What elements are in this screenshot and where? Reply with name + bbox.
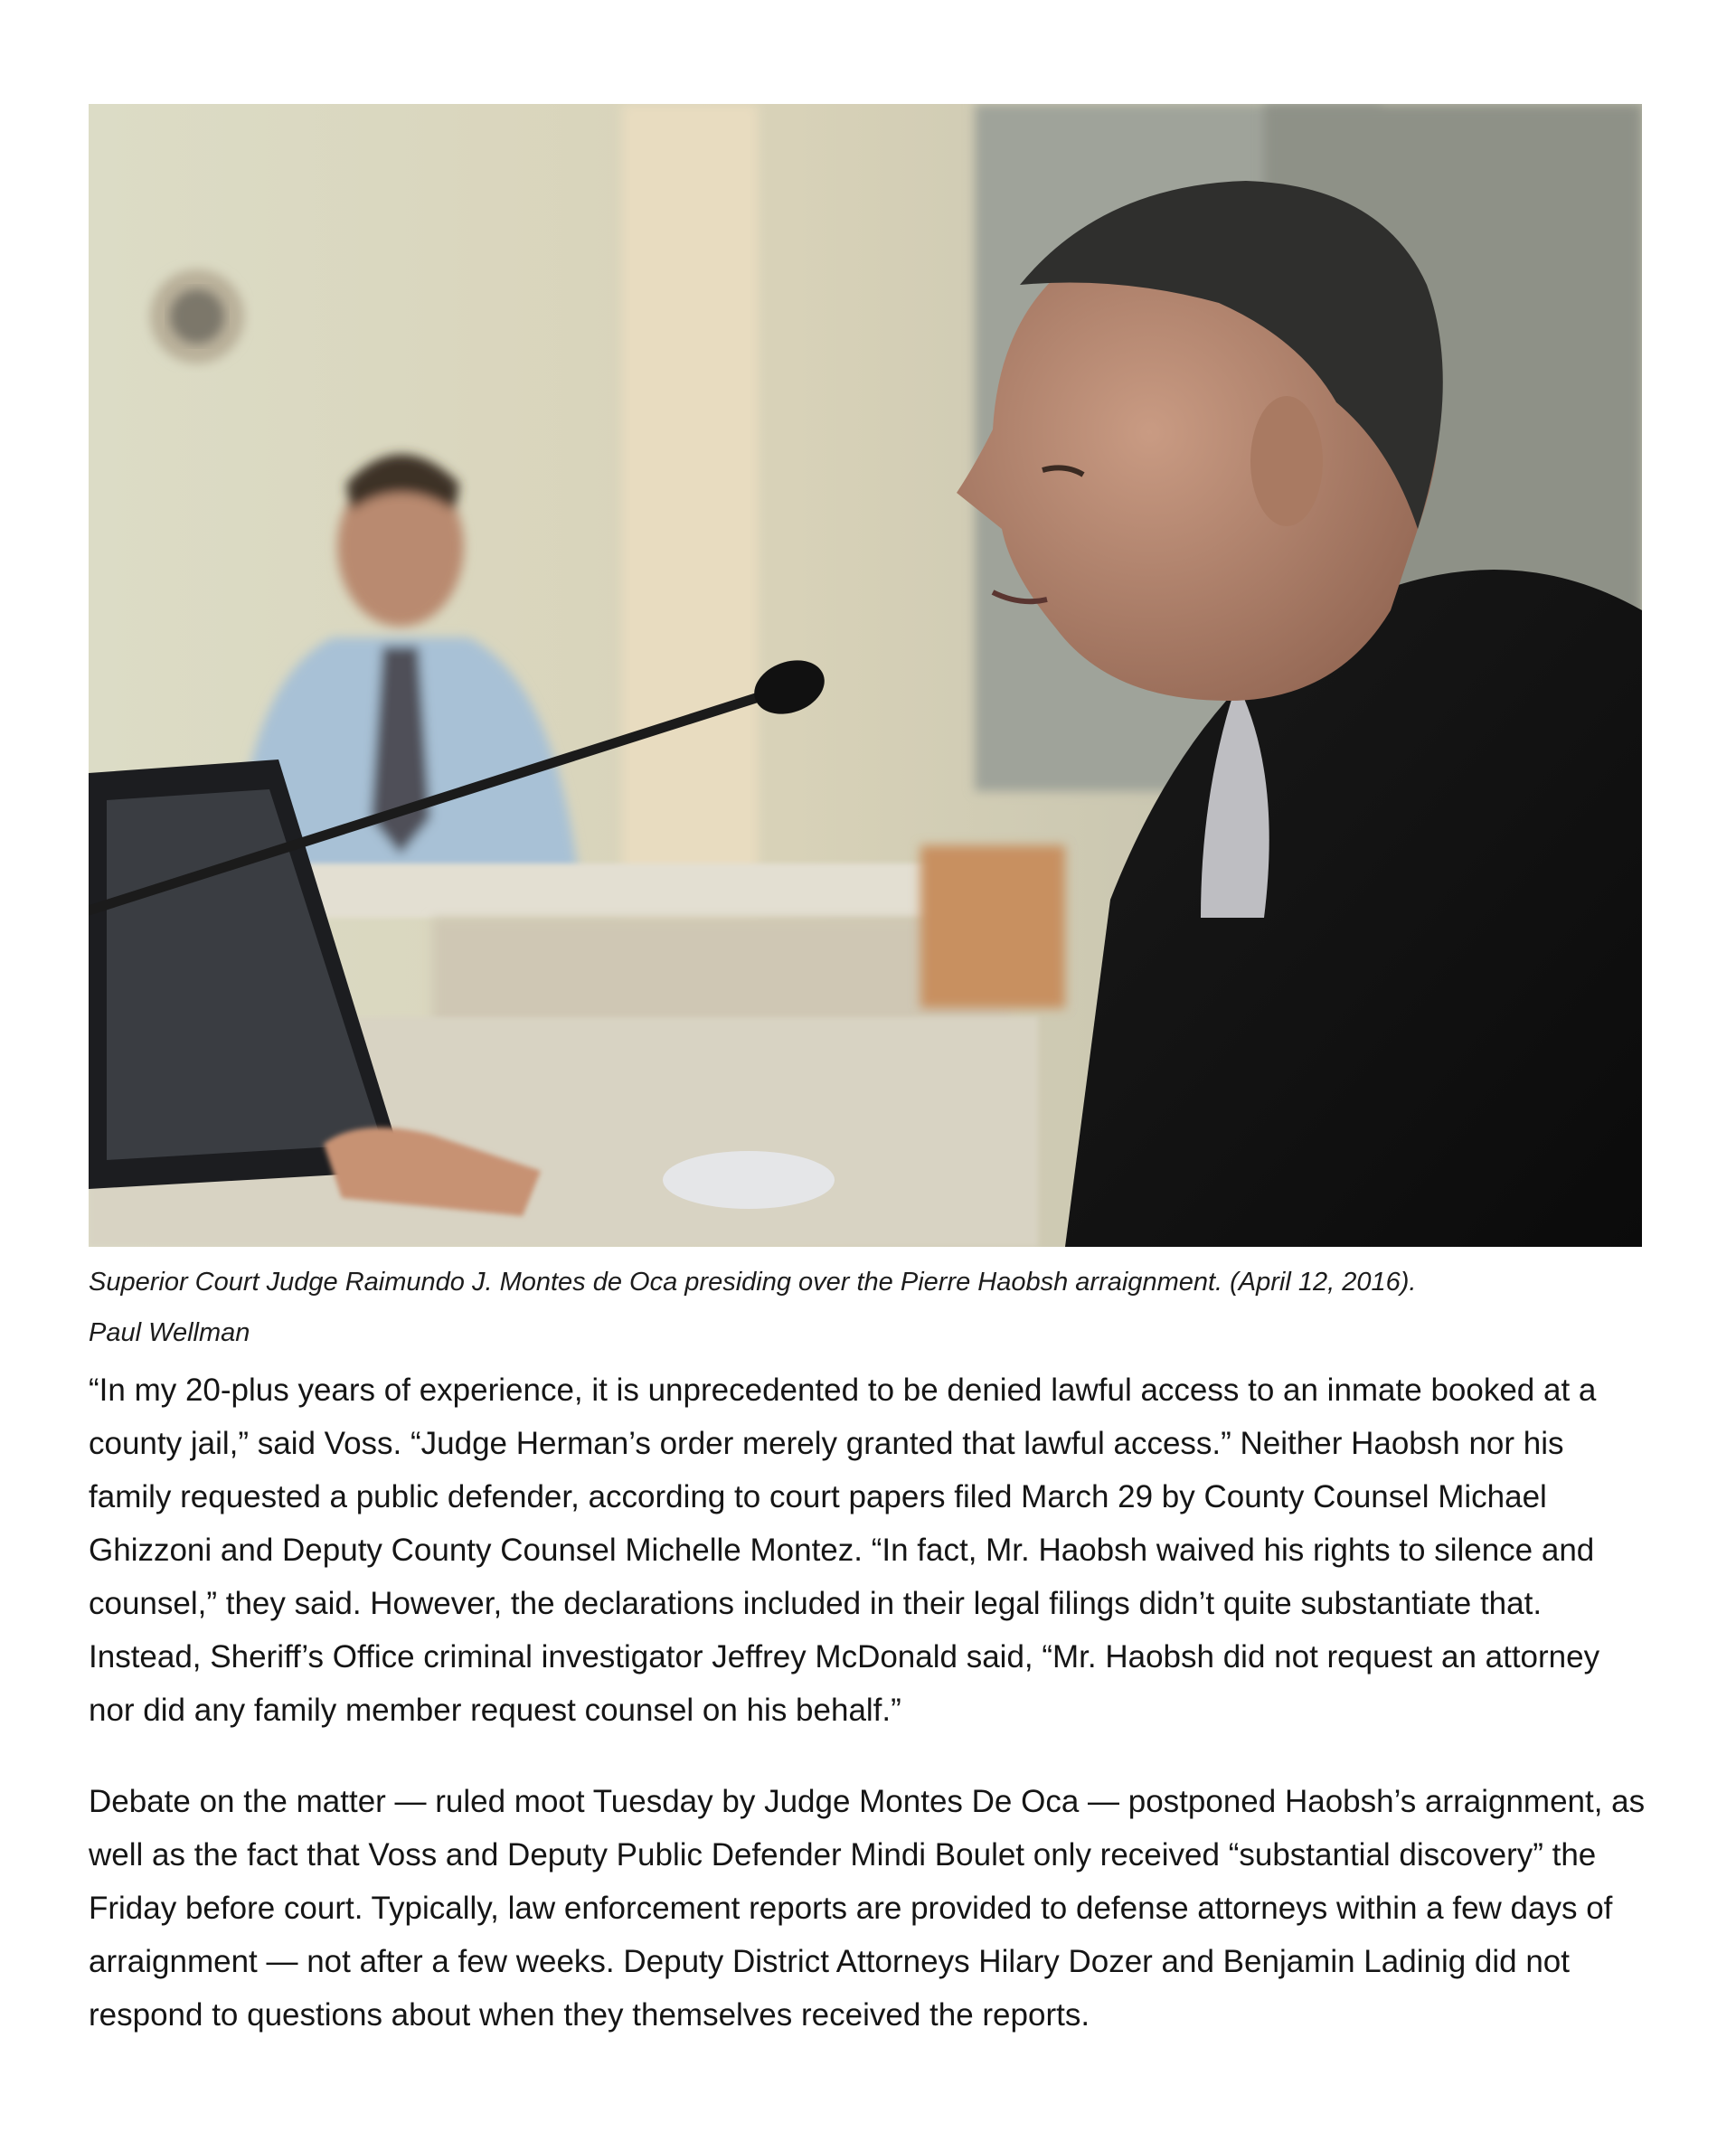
- photo-caption: [89, 1257, 1642, 1358]
- article-paragraph: Debate on the matter — ruled moot Tuesday by Judge Montes De Oca — postponed Haobsh’s arraignment, as well as the fact that Voss and Deputy Public Defender Mindi Boulet only received “substantial discovery” the Friday before court. Typically, law enforcement reports are provided to defense attorneys within a few days of arraignment — not after a few weeks. Deputy District Attorneys Hilary Dozer and Benjamin Ladinig did not respond to questions about when they themselves received the reports.: [89, 1784, 1646, 2033]
- article-body: [89, 1363, 1653, 2080]
- caption-credit: Paul Wellman: [89, 1318, 250, 1347]
- article-paragraph: “In my 20-plus years of experience, it is unprecedented to be denied lawful access to an inmate booked at a county jail,” said Voss. “Judge Herman’s order merely granted that lawful access.” Neither Haobsh nor his family requested a public defender, according to court papers filed March 29 by County Counsel Michael Ghizzoni and Deputy County Counsel Michelle Montez. “In fact, Mr. Haobsh waived his rights to silence and counsel,” they said. However, the declarations included in their legal filings didn’t quite substantiate that. Instead, Sheriff’s Office criminal investigator Jeffrey McDonald said, “Mr. Haobsh did not request an attorney nor did any family member request counsel on his behalf.”: [89, 1373, 1600, 1728]
- caption-text: Superior Court Judge Raimundo J. Montes de Oca presiding over the Pierre Haobsh arraignment. (April 12, 2016).: [89, 1268, 1417, 1297]
- article-photo: [89, 104, 1642, 1247]
